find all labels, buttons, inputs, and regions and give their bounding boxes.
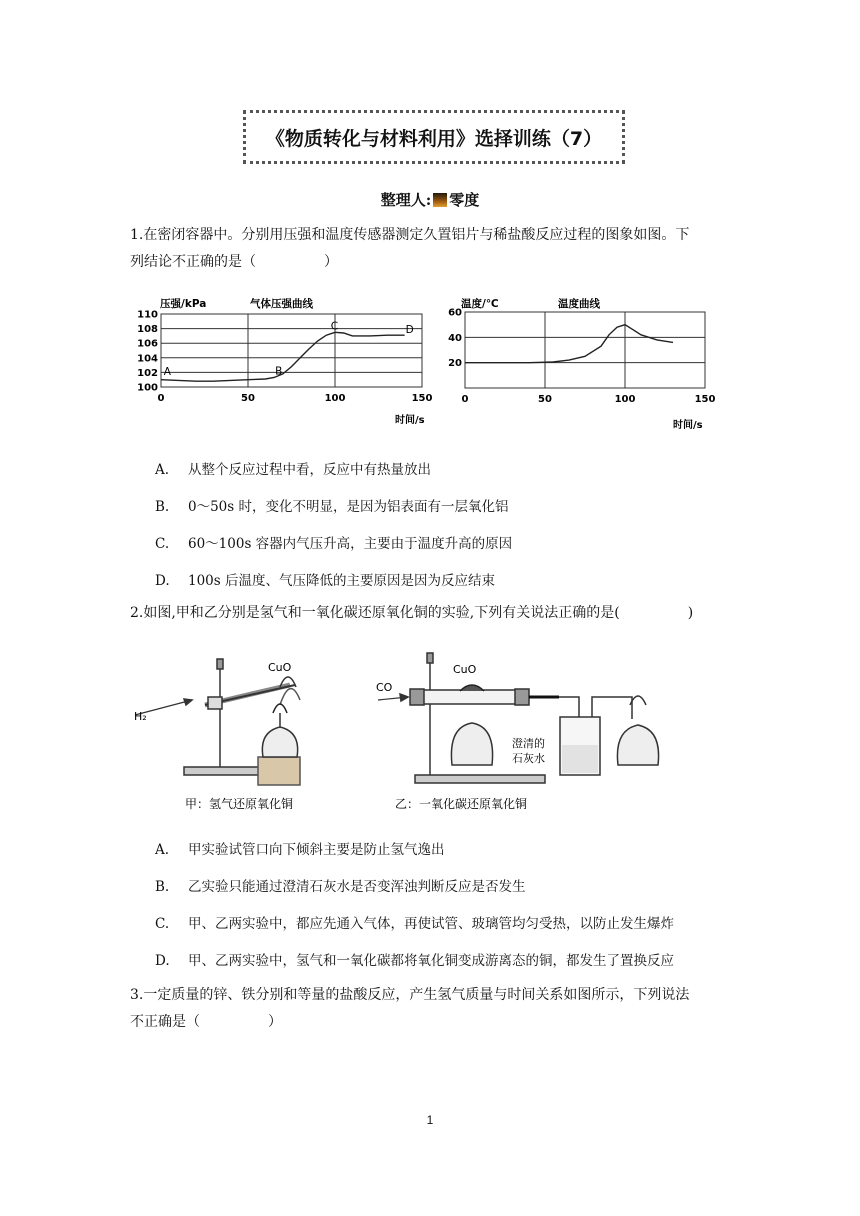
pressure-xtick: 100 xyxy=(324,393,346,404)
temperature-xtick: 50 xyxy=(538,394,552,405)
compiler-name: 零度 xyxy=(449,191,480,209)
question-3 xyxy=(130,982,740,1036)
temperature-ytick: 60 xyxy=(448,307,462,319)
cuo-label-b: CuO xyxy=(453,663,477,676)
temperature-chart xyxy=(433,295,733,435)
compiler-label: 整理人: xyxy=(380,191,432,209)
temperature-ytick: 20 xyxy=(448,358,462,370)
temperature-xtick: 0 xyxy=(461,394,469,405)
apparatus-figure xyxy=(130,645,770,820)
pressure-point-label: D xyxy=(405,323,414,336)
temperature-xlabel: 时间/s xyxy=(673,420,703,431)
pressure-ytick: 100 xyxy=(137,382,158,394)
pressure-ytick: 102 xyxy=(137,367,158,379)
temperature-series-line xyxy=(465,325,673,363)
pressure-point-label: A xyxy=(163,366,171,379)
compiler-line xyxy=(0,189,860,210)
pressure-ytick: 110 xyxy=(137,309,158,321)
temperature-ylabel: 温度/℃ xyxy=(461,298,499,310)
q1-option-b: B. 0～50s 时，变化不明显，是因为铝表面有一层氧化铝 xyxy=(155,499,509,515)
q1-option-c: C. 60～100s 容器内气压升高，主要由于温度升高的原因 xyxy=(155,536,513,552)
pressure-series-line xyxy=(161,332,405,381)
q2-option-c: C. 甲、乙两实验中，都应先通入气体，再使试管、玻璃管均匀受热，以防止发生爆炸 xyxy=(155,916,674,932)
question-1 xyxy=(130,222,740,276)
pressure-ytick: 108 xyxy=(137,324,158,336)
avatar-icon xyxy=(433,193,447,207)
question-1-line-2: 列结论不正确的是（ ） xyxy=(130,254,338,270)
caption-b: 乙：一氧化碳还原氧化铜 xyxy=(395,797,528,811)
cuo-label-a: CuO xyxy=(268,661,292,674)
pressure-ylabel: 压强/kPa xyxy=(160,298,207,310)
pressure-title: 气体压强曲线 xyxy=(250,298,313,310)
temperature-ytick: 40 xyxy=(448,332,462,344)
q1-option-d: D. 100s 后温度、气压降低的主要原因是因为反应结束 xyxy=(155,573,495,589)
pressure-point-label: B xyxy=(275,365,283,378)
question-3-line-1: 3.一定质量的锌、铁分别和等量的盐酸反应，产生氢气质量与时间关系如图所示，下列说法 xyxy=(130,987,690,1003)
document-title: 《物质转化与材料利用》选择训练（7） xyxy=(243,110,625,164)
pressure-xtick: 0 xyxy=(157,393,165,404)
pressure-chart xyxy=(130,295,433,435)
pressure-xtick: 50 xyxy=(241,393,255,404)
co-label: CO xyxy=(376,681,393,694)
pressure-ytick: 106 xyxy=(137,338,158,350)
q1-option-a: A. 从整个反应过程中看，反应中有热量放出 xyxy=(155,462,431,478)
pressure-xtick: 150 xyxy=(411,393,433,404)
question-2: 2.如图,甲和乙分别是氢气和一氧化碳还原氧化铜的实验,下列有关说法正确的是( ) xyxy=(130,605,694,621)
pressure-frame xyxy=(161,314,422,387)
temperature-xtick: 150 xyxy=(694,394,716,405)
temperature-frame xyxy=(465,312,705,388)
question-1-line-1: 1.在密闭容器中。分别用压强和温度传感器测定久置铝片与稀盐酸反应过程的图象如图。下 xyxy=(130,227,690,243)
pressure-ytick: 104 xyxy=(137,353,158,365)
page-number: 1 xyxy=(426,1113,434,1127)
limewater-label-1: 澄清的 xyxy=(512,737,545,750)
temperature-xtick: 100 xyxy=(614,394,636,405)
q2-option-d: D. 甲、乙两实验中，氢气和一氧化碳都将氧化铜变成游离态的铜，都发生了置换反应 xyxy=(155,953,674,969)
q2-option-a: A. 甲实验试管口向下倾斜主要是防止氢气逸出 xyxy=(155,842,445,858)
pressure-point-label: C xyxy=(330,320,339,333)
apparatus-h2 xyxy=(135,659,300,785)
pressure-xlabel: 时间/s xyxy=(395,415,425,426)
limewater-label-2: 石灰水 xyxy=(512,752,545,765)
h2-label: H₂ xyxy=(134,710,147,723)
temperature-title: 温度曲线 xyxy=(558,298,600,310)
question-3-line-2: 不正确是（ ） xyxy=(130,1014,282,1030)
caption-a: 甲：氢气还原氧化铜 xyxy=(185,797,294,811)
q2-option-b: B. 乙实验只能通过澄清石灰水是否变浑浊判断反应是否发生 xyxy=(155,879,526,895)
